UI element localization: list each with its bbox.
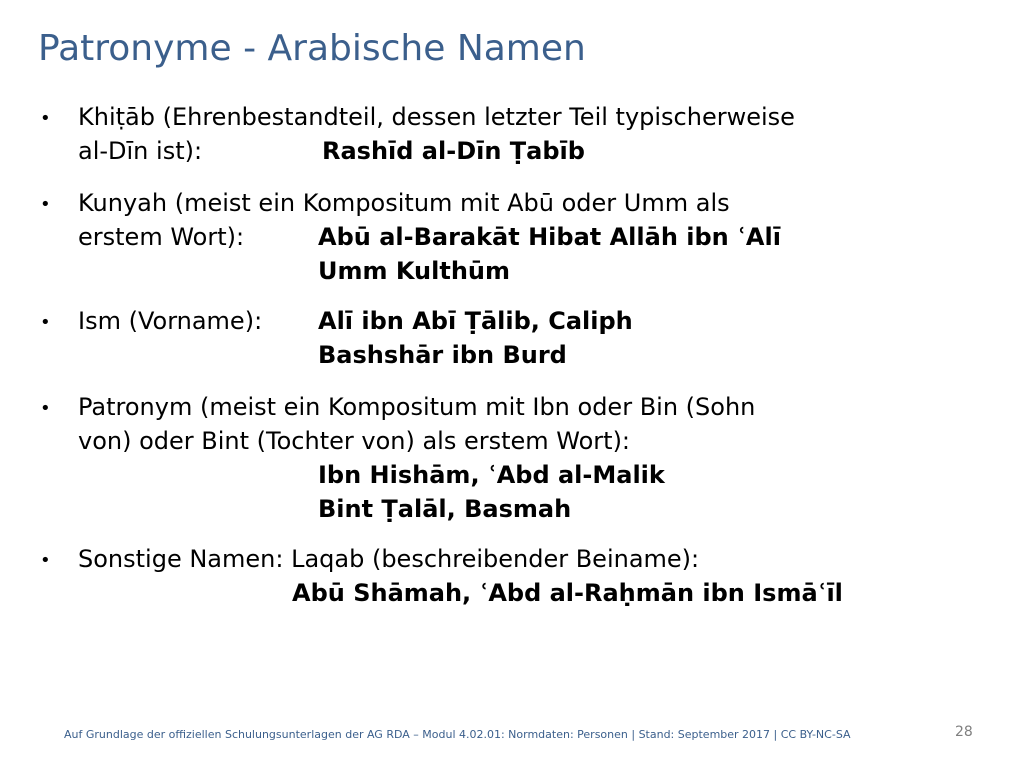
item-khitab-line-1: Khiṭāb (Ehrenbestandteil, dessen letzter Teil typischerweise — [78, 103, 795, 131]
item-patronym-line-1: Patronym (meist ein Kompositum mit Ibn oder Bin (Sohn — [78, 393, 756, 421]
bullet-icon: • — [40, 398, 51, 419]
bullet-icon: • — [40, 108, 51, 129]
footer-text: Auf Grundlage der offiziellen Schulungsunterlagen der AG RDA – Modul 4.02.01: Normdaten: Personen | Stand: September 2017 | CC BY-NC-SA — [64, 728, 851, 741]
bullet-icon: • — [40, 194, 51, 215]
page-number: 28 — [955, 724, 973, 740]
bullet-icon: • — [40, 550, 51, 571]
item-khitab-line-2: al-Dīn ist): — [78, 137, 203, 165]
item-sonstige-name-1: Abū Shāmah, ʿAbd al-Raḥmān ibn Ismāʿīl — [292, 579, 843, 607]
item-ism-line-1: Ism (Vorname): — [78, 307, 263, 335]
item-kunyah-name-1: Abū al-Barakāt Hibat Allāh ibn ʿAlī — [318, 223, 781, 251]
item-patronym-name-1: Ibn Hishām, ʿAbd al-Malik — [318, 461, 665, 489]
item-kunyah-line-1: Kunyah (meist ein Kompositum mit Abū oder Umm als — [78, 189, 730, 217]
slide-title: Patronyme - Arabische Namen — [38, 28, 586, 69]
item-patronym-name-2: Bint Ṭalāl, Basmah — [318, 495, 572, 523]
item-kunyah-line-2: erstem Wort): — [78, 223, 245, 251]
item-ism-name-2: Bashshār ibn Burd — [318, 341, 567, 369]
item-khitab-name-1: Rashīd al-Dīn Ṭabīb — [322, 137, 585, 165]
item-patronym-line-2: von) oder Bint (Tochter von) als erstem Wort): — [78, 427, 631, 455]
item-kunyah-name-2: Umm Kulthūm — [318, 257, 510, 285]
bullet-icon: • — [40, 312, 51, 333]
item-sonstige-line-1: Sonstige Namen: Laqab (beschreibender Beiname): — [78, 545, 700, 573]
item-ism-name-1: Alī ibn Abī Ṭālib, Caliph — [318, 307, 633, 335]
